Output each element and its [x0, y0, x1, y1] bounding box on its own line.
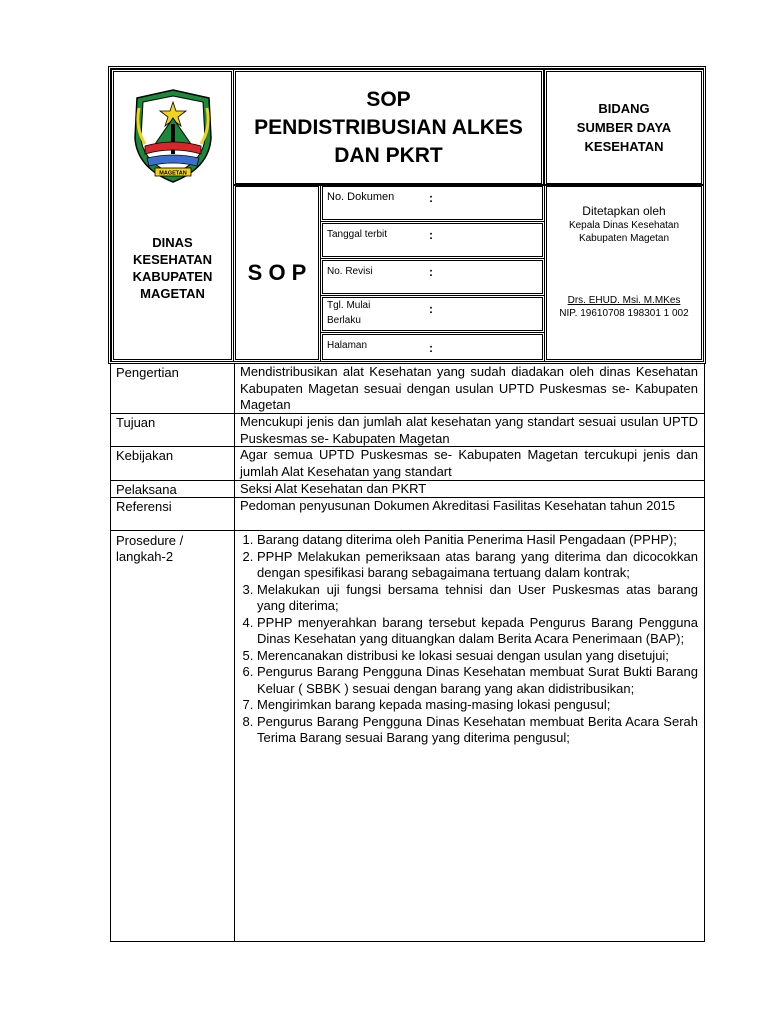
approval-jabatan-1: Kepala Dinas Kesehatan — [568, 220, 680, 231]
meta-colon: : — [429, 265, 433, 279]
sop-title-line-3: DAN PKRT — [334, 143, 443, 167]
row-text-referensi: Pedoman penyusunan Dokumen Akreditasi Fasilitas Kesehatan tahun 2015 — [240, 498, 676, 513]
row-label-prosedur — [111, 532, 233, 566]
meta-colon: : — [429, 228, 433, 242]
list-item: 2. PPHP Melakukan pemeriksaan atas barang yang diterima dan dicocokkan dengan spesifikasi barang sebagaimana tertuang dalam kontrak; — [257, 549, 698, 582]
list-item: 3. Melakukan uji fungsi bersama tehnisi dan User Puskesmas atas barang yang diterima; — [257, 582, 698, 615]
row-text-kebijakan: Agar semua UPTD Puskesmas se- Kabupaten Magetan tercukupi jenis dan jumlah Alat Kesehatan yang standart — [240, 447, 698, 479]
meta-colon: : — [429, 302, 433, 316]
sop-title-line-2: PENDISTRIBUSIAN ALKES — [254, 115, 523, 139]
row-label-pengertian: Pengertian — [116, 365, 179, 380]
meta-no-revisi — [320, 258, 545, 296]
magetan-crest-icon — [131, 88, 215, 184]
row-divider — [110, 530, 705, 531]
bidang-cell — [544, 69, 704, 186]
sop-big-label: S O P — [247, 260, 307, 285]
dinas-line-4: MAGETAN — [140, 286, 205, 301]
meta-no-dokumen — [320, 184, 545, 222]
list-item: 5. Merencanakan distribusi ke lokasi sesuai dengan usulan yang disetujui; — [257, 648, 698, 665]
approval-nip: NIP. 19610708 198301 1 002 — [559, 308, 689, 319]
meta-label-tgl-mulai-1: Tgl. Mulai — [327, 300, 371, 311]
logo — [114, 88, 231, 184]
bidang-line-2: SUMBER DAYA — [576, 120, 672, 135]
meta-label-no-dokumen: No. Dokumen — [327, 191, 395, 203]
approval-ditetapkan: Ditetapkan oleh — [582, 204, 666, 218]
list-item: 1. Barang datang diterima oleh Panitia Penerima Hasil Pengadaan (PPHP); — [257, 532, 698, 549]
table-right-border — [704, 364, 705, 942]
meta-colon: : — [429, 191, 433, 205]
prosedur-steps — [235, 532, 704, 747]
list-item: 7. Mengirimkan barang kepada masing-masing lokasi pengusul; — [257, 697, 698, 714]
meta-label-halaman: Halaman — [327, 340, 368, 351]
prosedur-label-2: langkah-2 — [116, 549, 174, 564]
meta-tanggal-terbit — [320, 221, 545, 259]
sop-title-cell — [233, 69, 544, 186]
sop-title-line-1: SOP — [366, 87, 411, 111]
logo-text: MAGETAN — [158, 170, 187, 177]
meta-halaman — [320, 332, 545, 362]
sop-big-cell — [233, 184, 321, 362]
bidang-line-3: KESEHATAN — [584, 139, 664, 154]
row-text-pengertian: Mendistribusikan alat Kesehatan yang sudah diadakan oleh dinas Kesehatan Kabupaten Magetan sesuai dengan usulan UPTD Puskesmas se- Kabupaten Magetan — [240, 364, 698, 412]
left-header-cell — [111, 69, 234, 362]
dinas-name — [114, 234, 231, 302]
meta-tgl-mulai — [320, 295, 545, 333]
bidang-line-1: BIDANG — [598, 101, 650, 116]
row-label-tujuan: Tujuan — [116, 415, 156, 430]
row-label-pelaksana: Pelaksana — [116, 482, 177, 497]
meta-colon: : — [429, 341, 433, 355]
meta-label-tgl-mulai-2: Berlaku — [327, 315, 361, 326]
meta-label-tanggal-terbit: Tanggal terbit — [327, 229, 388, 240]
row-label-referensi: Referensi — [116, 499, 172, 514]
list-item: 8. Pengurus Barang Pengguna Dinas Kesehatan membuat Berita Acara Serah Terima Barang sesuai Barang yang diterima pengusul; — [257, 714, 698, 747]
approval-cell — [544, 184, 704, 362]
meta-label-no-revisi: No. Revisi — [327, 266, 373, 277]
approval-jabatan-2: Kabupaten Magetan — [578, 233, 670, 244]
row-text-tujuan: Mencukupi jenis dan jumlah alat kesehatan yang standart sesuai usulan UPTD Puskesmas se- Kabupaten Magetan — [240, 414, 698, 446]
dinas-line-1: DINAS — [152, 235, 193, 250]
row-text-pelaksana: Seksi Alat Kesehatan dan PKRT — [240, 481, 427, 496]
table-bottom-border — [110, 941, 705, 942]
dinas-line-2: KESEHATAN — [133, 252, 212, 267]
dinas-line-3: KABUPATEN — [132, 269, 213, 284]
list-item: 6. Pengurus Barang Pengguna Dinas Kesehatan membuat Surat Bukti Barang Keluar ( SBBK ) sesuai dengan barang yang akan didistribusikan; — [257, 664, 698, 697]
row-label-kebijakan: Kebijakan — [116, 448, 174, 463]
list-item: 4. PPHP menyerahkan barang tersebut kepada Pengurus Barang Pengguna Dinas Kesehatan yang dituangkan dalam Berita Acara Penerimaan (BAP); — [257, 615, 698, 648]
approval-nama: Drs. EHUD. Msi. M.MKes — [567, 295, 681, 306]
steps-list — [240, 532, 698, 747]
prosedur-label-1: Prosedure / — [116, 533, 184, 548]
